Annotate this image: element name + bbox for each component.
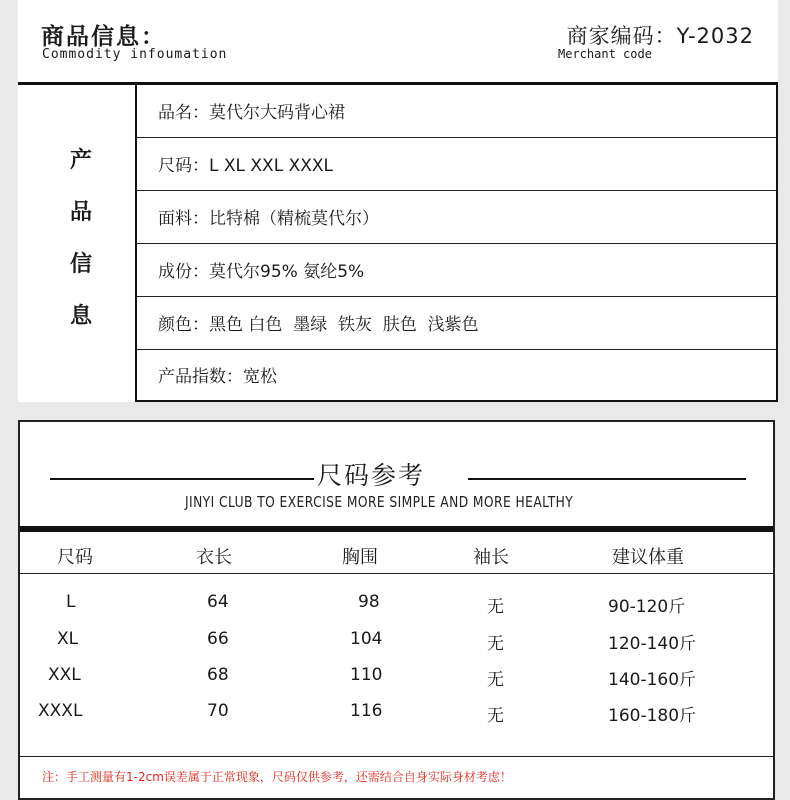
table-cell: 120-140斤 — [608, 634, 697, 654]
size-chart-panel — [18, 420, 775, 800]
size-chart-title: 尺码参考 — [317, 461, 426, 490]
size-chart-subtitle: JINYI CLUB TO EXERCISE MORE SIMPLE AND MORE HEALTHY — [185, 493, 574, 511]
info-row-text: 产品指数：宽松 — [158, 367, 277, 387]
side-label-char: 信 — [70, 252, 93, 277]
info-row-text: 面料：比特棉（精梳莫代尔） — [158, 209, 379, 229]
table-cell: 66 — [207, 629, 229, 649]
info-row-text: 颜色：黑色 白色 墨绿 铁灰 肤色 浅紫色 — [158, 315, 479, 335]
table-cell: 140-160斤 — [608, 670, 697, 690]
info-header — [18, 0, 778, 85]
column-header: 衣长 — [196, 547, 232, 568]
table-cell: 无 — [487, 706, 504, 726]
info-row-name — [137, 85, 777, 138]
side-label — [18, 85, 137, 402]
header-bar — [20, 526, 773, 532]
table-cell: 104 — [350, 629, 383, 649]
table-cell: 116 — [350, 701, 383, 721]
size-chart-header — [20, 422, 773, 529]
merchant-code: 商家编码：Y-2032 — [566, 24, 754, 48]
table-cell: XXXL — [38, 701, 83, 721]
title-divider-right — [468, 478, 746, 480]
side-label-char: 品 — [70, 200, 93, 225]
info-row-text: 品名：莫代尔大码背心裙 — [158, 103, 345, 123]
table-cell: XL — [57, 629, 79, 649]
table-divider — [20, 573, 773, 574]
measurement-note: 注：手工测量有1-2cm误差属于正常现象，尺码仅供参考，还需结合自身实际身材考虑！ — [42, 770, 512, 784]
table-cell: XXL — [48, 665, 81, 685]
table-cell: 无 — [487, 634, 504, 654]
side-label-char: 产 — [70, 148, 93, 173]
product-info-panel — [18, 0, 778, 402]
table-cell: 90-120斤 — [608, 597, 686, 617]
table-cell: 70 — [207, 701, 229, 721]
info-row-text: 成份：莫代尔95% 氨纶5% — [158, 262, 365, 282]
merchant-code-subtitle: Merchant code — [558, 47, 652, 61]
table-cell: 160-180斤 — [608, 706, 697, 726]
column-header: 胸围 — [342, 547, 378, 568]
table-cell: L — [66, 592, 76, 612]
table-cell: 110 — [350, 665, 383, 685]
info-rows — [137, 85, 778, 402]
note-divider — [20, 756, 773, 757]
table-cell: 无 — [487, 597, 504, 617]
column-header: 建议体重 — [612, 547, 684, 568]
info-row-fabric — [137, 191, 777, 244]
info-title: 商品信息： — [41, 24, 166, 50]
table-cell: 64 — [207, 592, 229, 612]
info-row-composition — [137, 244, 777, 297]
info-subtitle: Commodity infoumation — [42, 47, 228, 62]
info-row-size — [137, 138, 777, 191]
side-label-char: 息 — [70, 304, 93, 329]
info-row-fit — [137, 349, 777, 401]
column-header: 尺码 — [57, 547, 93, 568]
table-cell: 68 — [207, 665, 229, 685]
info-row-text: 尺码：L XL XXL XXXL — [158, 156, 333, 176]
column-header: 袖长 — [473, 547, 509, 568]
table-cell: 98 — [358, 592, 380, 612]
info-row-colors — [137, 297, 777, 350]
title-divider-left — [50, 478, 314, 480]
table-cell: 无 — [487, 670, 504, 690]
